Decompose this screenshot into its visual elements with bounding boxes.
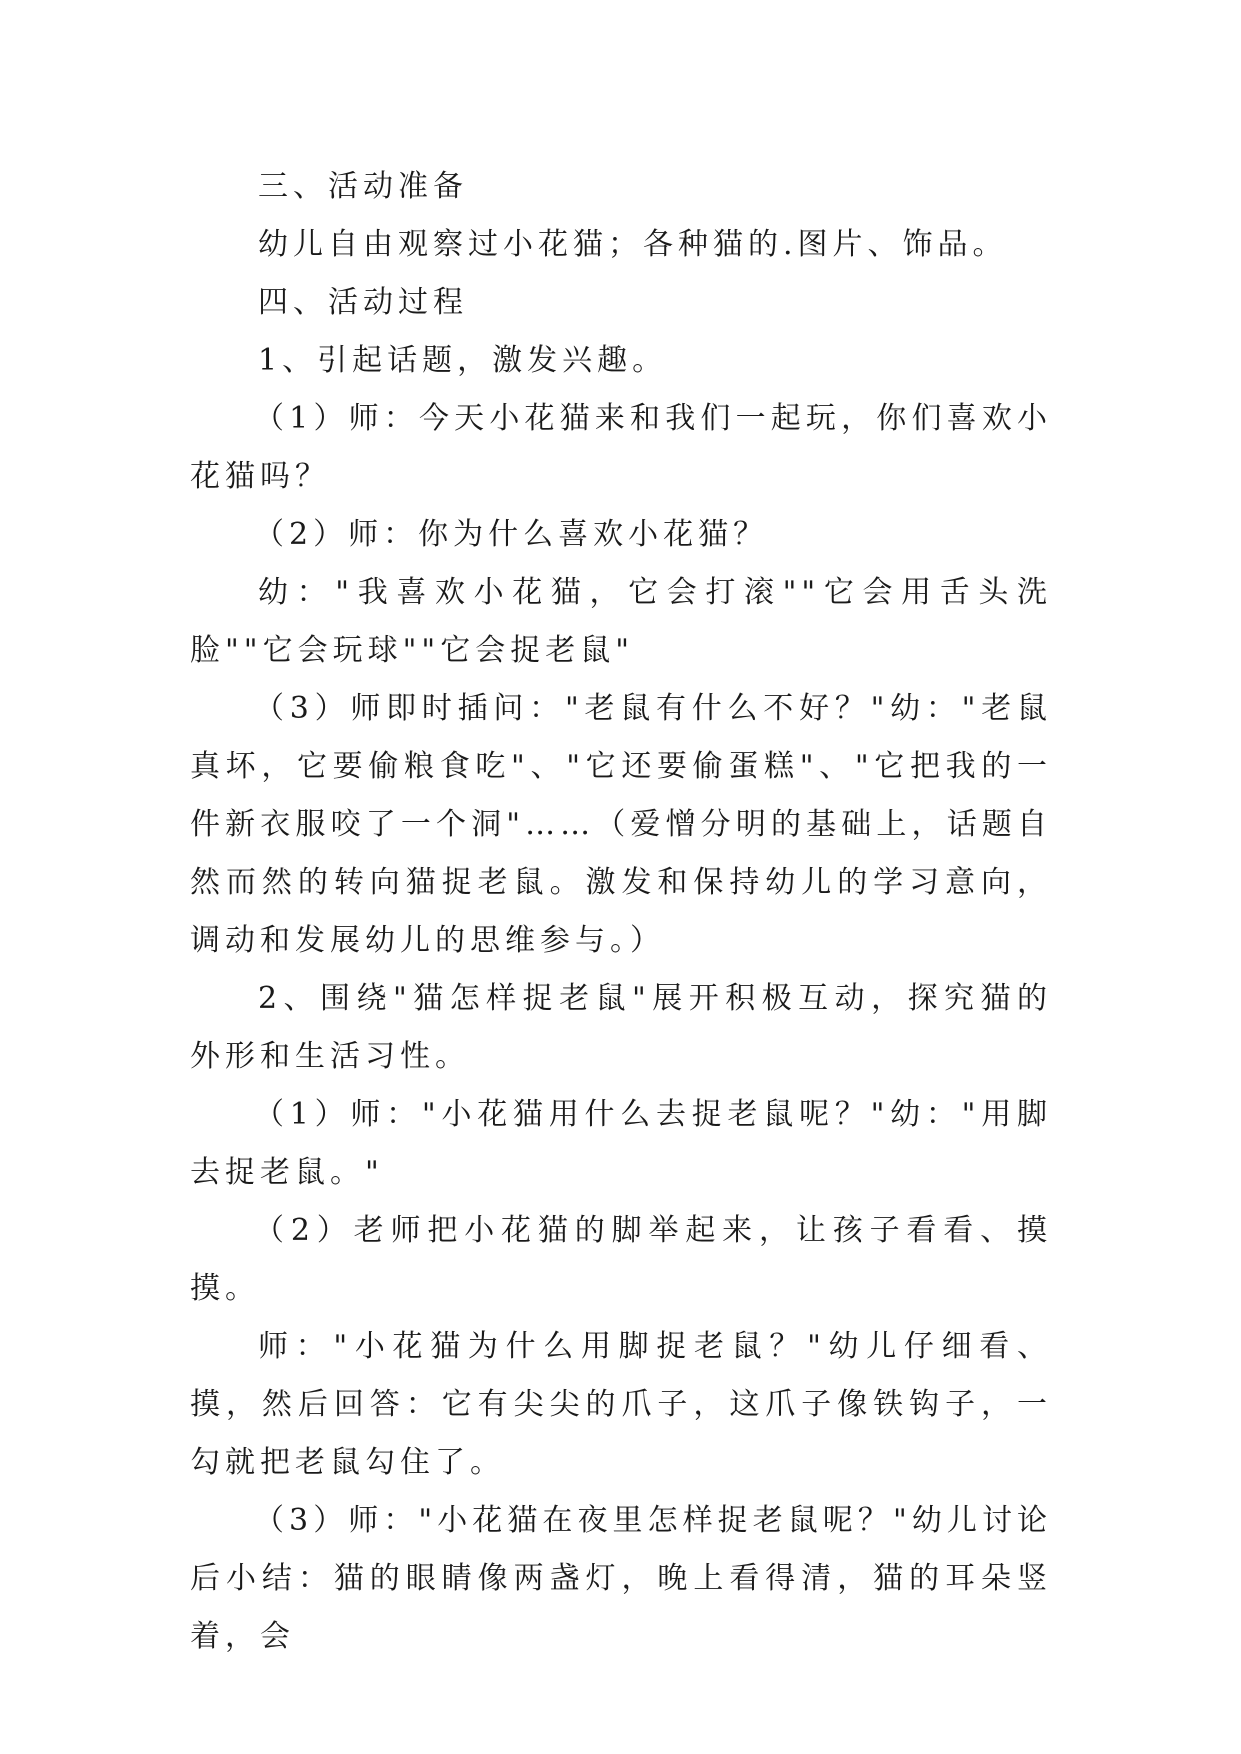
paragraph-step-1-2: （2）师：你为什么喜欢小花猫？ <box>254 517 769 552</box>
paragraph-teacher-question: 师："小花猫为什么用脚捉老鼠？"幼儿仔细看、摸，然后回答：它有尖尖的爪子，这爪子像铁钩子，一勾就把老鼠勾住了。 <box>190 1329 1052 1480</box>
paragraph-step-2-1: （1）师："小花猫用什么去捉老鼠呢？"幼："用脚去捉老鼠。" <box>190 1097 1052 1190</box>
paragraph-step-2-3: （3）师："小花猫在夜里怎样捉老鼠呢？"幼儿讨论后小结：猫的眼睛像两盏灯，晚上看得清，猫的耳朵竖着，会 <box>190 1503 1052 1654</box>
paragraph-preparation: 幼儿自由观察过小花猫；各种猫的.图片、饰品。 <box>258 227 1008 262</box>
paragraph-step-1-1: （1）师：今天小花猫来和我们一起玩，你们喜欢小花猫吗？ <box>190 401 1052 494</box>
paragraph-step-2-2: （2）老师把小花猫的脚举起来，让孩子看看、摸摸。 <box>190 1213 1052 1306</box>
step-heading-2: 2、围绕"猫怎样捉老鼠"展开积极互动，探究猫的外形和生活习性。 <box>190 981 1052 1074</box>
section-heading-preparation: 三、活动准备 <box>258 169 468 204</box>
document-body <box>190 158 1052 1666</box>
paragraph-step-1-3: （3）师即时插问："老鼠有什么不好？"幼："老鼠真坏，它要偷粮食吃"、"它还要偷蛋糕"、"它把我的一件新衣服咬了一个洞"……（爱憎分明的基础上，话题自然而然的转向猫捉老鼠。激发和保持幼儿的学习意向，调动和发展幼儿的思维参与。） <box>190 691 1052 958</box>
paragraph-child-answer: 幼："我喜欢小花猫，它会打滚""它会用舌头洗脸""它会玩球""它会捉老鼠" <box>190 575 1052 668</box>
section-heading-process: 四、活动过程 <box>258 285 468 320</box>
step-heading-1: 1、引起话题，激发兴趣。 <box>258 343 668 378</box>
